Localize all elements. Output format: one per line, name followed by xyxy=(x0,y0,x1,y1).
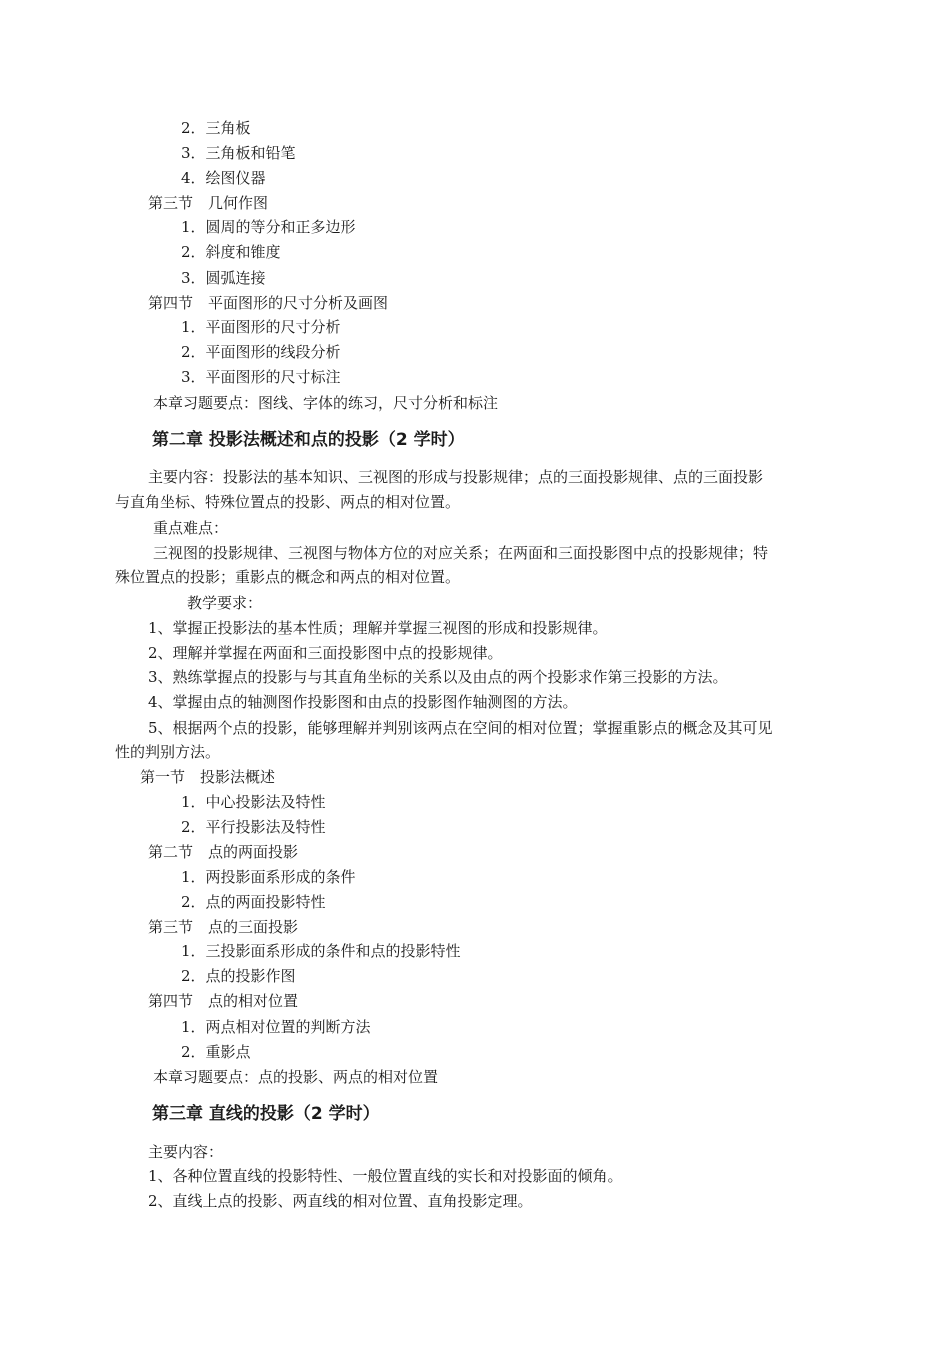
chapter-heading: 第二章 投影法概述和点的投影（2 学时） xyxy=(152,430,465,450)
paragraph-line: 殊位置点的投影；重影点的概念和两点的相对位置。 xyxy=(115,568,461,586)
list-item: 1．三投影面系形成的条件和点的投影特性 xyxy=(181,942,461,960)
section-title: 第二节 点的两面投影 xyxy=(148,843,299,861)
list-item: 3．平面图形的尺寸标注 xyxy=(181,368,341,386)
section-title: 第三节 几何作图 xyxy=(148,194,269,212)
list-item: 3．三角板和铅笔 xyxy=(181,144,296,162)
list-item: 1．中心投影法及特性 xyxy=(181,793,326,811)
list-item: 2．平面图形的线段分析 xyxy=(181,343,341,361)
chapter-heading: 第三章 直线的投影（2 学时） xyxy=(152,1104,380,1124)
list-item: 2、直线上点的投影、两直线的相对位置、直角投影定理。 xyxy=(148,1192,533,1210)
section-title: 第三节 点的三面投影 xyxy=(148,918,299,936)
list-item: 3、熟练掌握点的投影与与其直角坐标的关系以及由点的两个投影求作第三投影的方法。 xyxy=(148,668,728,686)
paragraph-line: 与直角坐标、特殊位置点的投影、两点的相对位置。 xyxy=(115,493,461,511)
section-title: 第四节 点的相对位置 xyxy=(148,992,299,1010)
list-item: 2．平行投影法及特性 xyxy=(181,818,326,836)
paragraph-line: 性的判别方法。 xyxy=(115,743,221,761)
paragraph-line: 三视图的投影规律、三视图与物体方位的对应关系；在两面和三面投影图中点的投影规律；特 xyxy=(153,544,769,562)
list-item: 4、掌握由点的轴测图作投影图和由点的投影图作轴测图的方法。 xyxy=(148,693,578,711)
list-item: 1、掌握正投影法的基本性质；理解并掌握三视图的形成和投影规律。 xyxy=(148,619,608,637)
list-item: 2．斜度和锥度 xyxy=(181,243,281,261)
label: 重点难点： xyxy=(153,519,229,537)
label: 教学要求： xyxy=(187,594,263,612)
list-item: 1．两点相对位置的判断方法 xyxy=(181,1018,371,1036)
list-item: 2．三角板 xyxy=(181,119,251,137)
list-item: 1、各种位置直线的投影特性、一般位置直线的实长和对投影面的倾角。 xyxy=(148,1167,623,1185)
list-item: 5、根据两个点的投影，能够理解并判别该两点在空间的相对位置；掌握重影点的概念及其可见 xyxy=(148,719,773,737)
list-item: 1．圆周的等分和正多边形 xyxy=(181,218,356,236)
list-item: 2、理解并掌握在两面和三面投影图中点的投影规律。 xyxy=(148,644,503,662)
exercise-summary: 本章习题要点：点的投影、两点的相对位置 xyxy=(153,1068,439,1086)
list-item: 2．点的两面投影特性 xyxy=(181,893,326,911)
list-item: 1．两投影面系形成的条件 xyxy=(181,868,356,886)
section-title: 第四节 平面图形的尺寸分析及画图 xyxy=(148,294,389,312)
list-item: 1．平面图形的尺寸分析 xyxy=(181,318,341,336)
list-item: 2．重影点 xyxy=(181,1043,251,1061)
list-item: 4．绘图仪器 xyxy=(181,169,266,187)
list-item: 2．点的投影作图 xyxy=(181,967,296,985)
list-item: 3．圆弧连接 xyxy=(181,269,266,287)
paragraph-line: 主要内容：投影法的基本知识、三视图的形成与投影规律；点的三面投影规律、点的三面投影 xyxy=(148,468,764,486)
section-title: 第一节 投影法概述 xyxy=(140,768,276,786)
exercise-summary: 本章习题要点：图线、字体的练习，尺寸分析和标注 xyxy=(153,394,499,412)
label: 主要内容： xyxy=(148,1143,224,1161)
